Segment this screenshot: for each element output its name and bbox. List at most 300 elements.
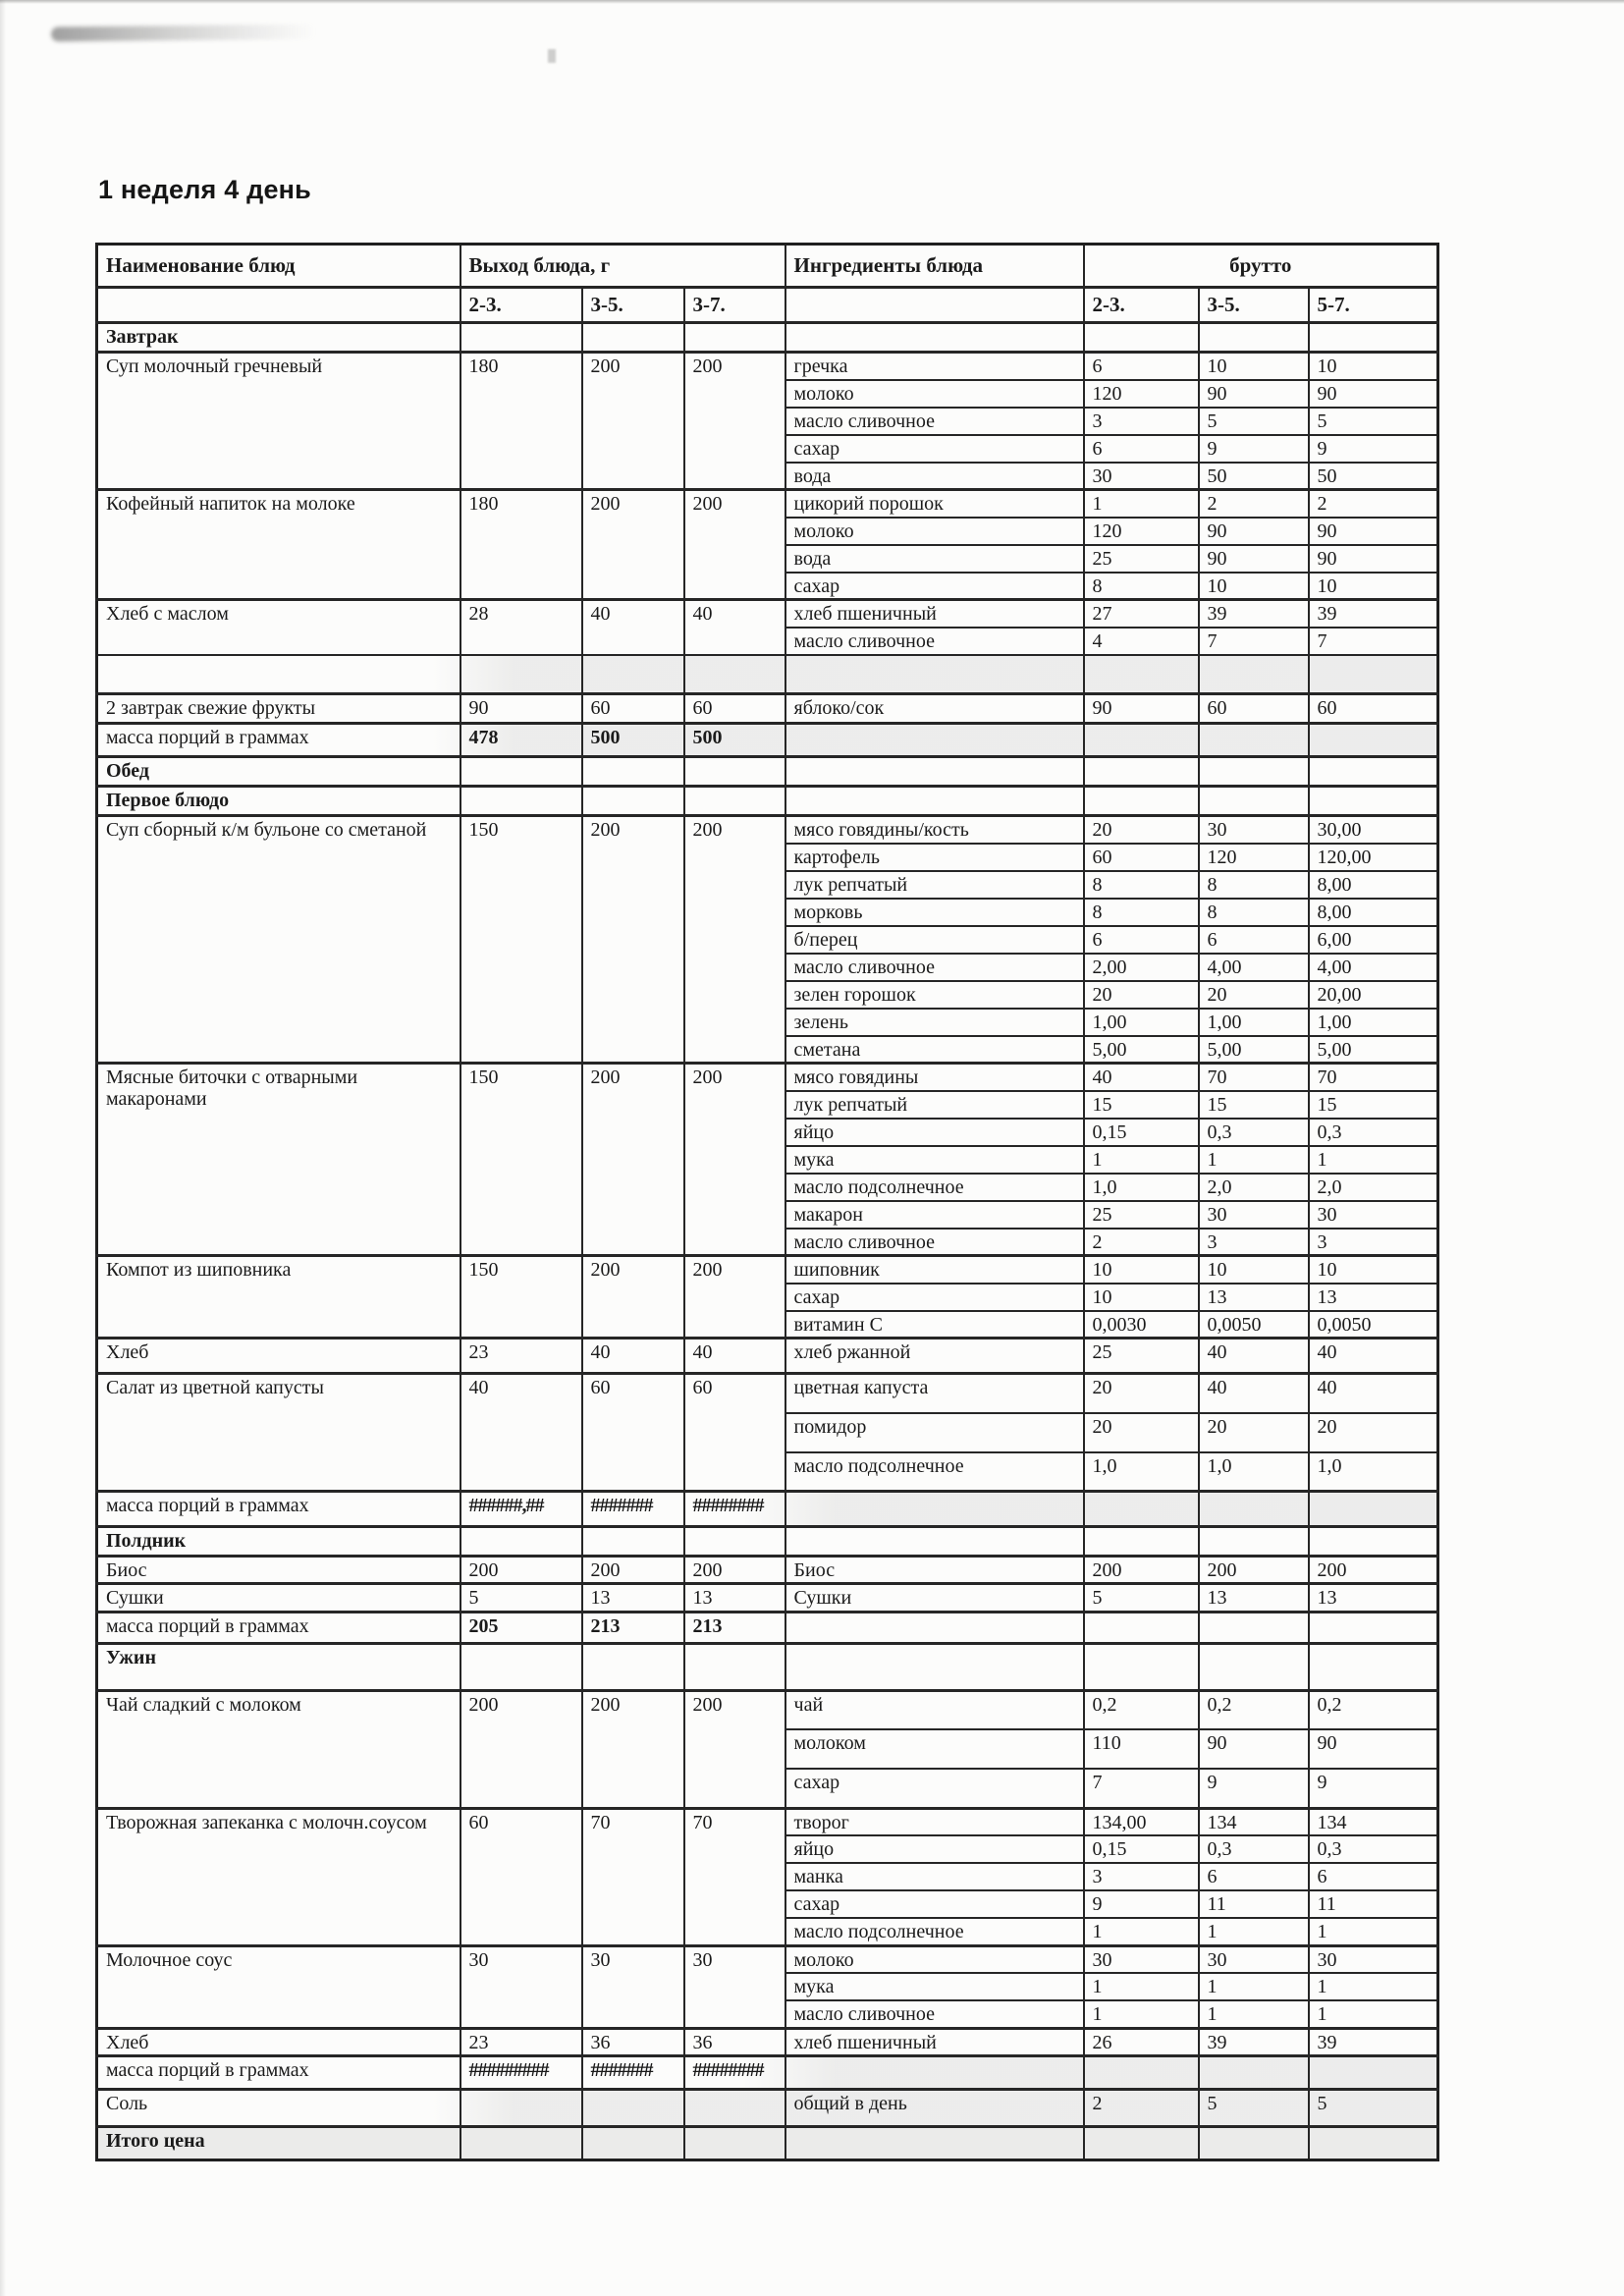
header-output: Выход блюда, г <box>460 245 785 288</box>
brutto-value-cell: 1 <box>1084 490 1199 518</box>
empty-cell <box>1199 655 1309 694</box>
brutto-value-cell: 11 <box>1309 1890 1438 1918</box>
output-value-cell: 200 <box>684 490 785 600</box>
output-value-cell: 150 <box>460 816 582 1064</box>
brutto-value-cell: 1,0 <box>1199 1452 1309 1492</box>
empty-cell <box>582 757 684 787</box>
brutto-value-cell: 10 <box>1199 1256 1309 1284</box>
dish-row <box>97 1808 1438 1835</box>
ingredient-name-cell: молоко <box>785 1945 1084 1973</box>
portion-mass-row <box>97 1492 1438 1527</box>
brutto-value-cell: 200 <box>1084 1557 1199 1584</box>
output-value-cell: 200 <box>582 1064 684 1256</box>
empty-cell <box>684 2090 785 2127</box>
empty-cell <box>1084 724 1199 757</box>
output-value-cell: 200 <box>684 1557 785 1584</box>
brutto-value-cell: 6 <box>1084 435 1199 463</box>
brutto-value-cell: 4 <box>1084 628 1199 655</box>
empty-cell <box>460 1527 582 1557</box>
brutto-value-cell: 1 <box>1199 1146 1309 1174</box>
brutto-value-cell: 10 <box>1084 1284 1199 1311</box>
empty-cell <box>1309 1643 1438 1690</box>
brutto-value-cell: 5 <box>1084 1584 1199 1612</box>
brutto-value-cell: 1,00 <box>1199 1009 1309 1036</box>
page-title: 1 неделя 4 день <box>98 175 311 204</box>
ingredient-name-cell: помидор <box>785 1413 1084 1452</box>
brutto-value-cell: 1,00 <box>1309 1009 1438 1036</box>
section-row <box>97 323 1438 353</box>
section-label: Ужин <box>97 1643 460 1690</box>
empty-cell <box>460 787 582 816</box>
header-dish-name: Наименование блюд <box>97 245 460 288</box>
brutto-value-cell: 70 <box>1309 1064 1438 1091</box>
ingredient-name-cell: морковь <box>785 899 1084 926</box>
empty-cell <box>1084 1643 1199 1690</box>
brutto-value-cell: 0,3 <box>1199 1119 1309 1146</box>
output-value-cell: 150 <box>460 1256 582 1339</box>
output-value-cell: 200 <box>684 353 785 490</box>
empty-cell <box>684 787 785 816</box>
brutto-value-cell: 8 <box>1084 899 1199 926</box>
brutto-value-cell: 2,0 <box>1309 1174 1438 1201</box>
output-value-cell: 13 <box>582 1584 684 1612</box>
dish-name-cell: Компот из шиповника <box>97 1256 460 1339</box>
empty-cell <box>684 323 785 353</box>
brutto-value-cell: 1 <box>1199 1918 1309 1945</box>
brutto-value-cell: 1 <box>1084 1146 1199 1174</box>
brutto-value-cell: 2 <box>1309 490 1438 518</box>
ingredient-name-cell: витамин С <box>785 1311 1084 1339</box>
brutto-value-cell: 20 <box>1084 1413 1199 1452</box>
brutto-value-cell: 1 <box>1084 1973 1199 2000</box>
brutto-value-cell: 90 <box>1199 380 1309 408</box>
menu-table <box>95 243 1439 2161</box>
brutto-value-cell: 1,00 <box>1084 1009 1199 1036</box>
empty-cell <box>684 1643 785 1690</box>
header-output-age-3: 3-7. <box>684 288 785 323</box>
brutto-value-cell: 3 <box>1084 1863 1199 1890</box>
brutto-value-cell: 0,15 <box>1084 1835 1199 1863</box>
ingredient-name-cell: хлеб ржанной <box>785 1339 1084 1374</box>
brutto-value-cell: 50 <box>1309 463 1438 490</box>
header-brutto-age-1: 2-3. <box>1084 288 1199 323</box>
empty-cell <box>582 655 684 694</box>
dish-name-cell: Хлеб <box>97 1339 460 1374</box>
ingredient-name-cell: яйцо <box>785 1119 1084 1146</box>
ingredient-name-cell: мука <box>785 1973 1084 2000</box>
empty-cell <box>1309 757 1438 787</box>
empty-cell <box>1084 323 1199 353</box>
empty-cell <box>460 655 582 694</box>
ingredient-name-cell: макарон <box>785 1201 1084 1229</box>
brutto-value-cell: 15 <box>1309 1091 1438 1119</box>
header-brutto-age-2: 3-5. <box>1199 288 1309 323</box>
empty-cell <box>1309 655 1438 694</box>
header-ingredients: Ингредиенты блюда <box>785 245 1084 288</box>
ingredient-name-cell: молоко <box>785 518 1084 545</box>
output-value-cell: 200 <box>582 353 684 490</box>
empty-cell <box>684 655 785 694</box>
brutto-value-cell: 9 <box>1309 1769 1438 1808</box>
brutto-value-cell: 0,0030 <box>1084 1311 1199 1339</box>
empty-cell <box>1309 2056 1438 2090</box>
brutto-value-cell: 40 <box>1199 1374 1309 1413</box>
brutto-value-cell: 25 <box>1084 545 1199 573</box>
empty-cell <box>785 1643 1084 1690</box>
empty-cell <box>582 2090 684 2127</box>
output-value-cell: 13 <box>684 1584 785 1612</box>
ingredient-name-cell: цикорий порошок <box>785 490 1084 518</box>
brutto-value-cell: 39 <box>1309 600 1438 628</box>
brutto-value-cell: 6 <box>1199 1863 1309 1890</box>
brutto-value-cell: 1 <box>1199 2000 1309 2028</box>
empty-cell <box>460 1643 582 1690</box>
brutto-value-cell: 9 <box>1084 1890 1199 1918</box>
ingredient-name-cell: мука <box>785 1146 1084 1174</box>
brutto-value-cell: 6,00 <box>1309 926 1438 954</box>
ingredient-name-cell: вода <box>785 545 1084 573</box>
output-value-cell: 200 <box>582 816 684 1064</box>
brutto-value-cell: 9 <box>1309 435 1438 463</box>
output-value-cell: 60 <box>582 694 684 724</box>
empty-cell <box>785 724 1084 757</box>
ingredient-name-cell: мясо говядины/кость <box>785 816 1084 844</box>
header-row-2 <box>97 288 1438 323</box>
brutto-value-cell: 1 <box>1309 2000 1438 2028</box>
output-value-cell: 200 <box>460 1557 582 1584</box>
brutto-value-cell: 20,00 <box>1309 981 1438 1009</box>
dish-name-cell: Мясные биточки с отварными макаронами <box>97 1064 460 1256</box>
output-value-cell: 40 <box>684 1339 785 1374</box>
output-value-cell: 200 <box>684 1690 785 1808</box>
overflow-hash-cell: ####### <box>582 2056 684 2090</box>
empty-cell <box>684 1527 785 1557</box>
ingredient-name-cell: творог <box>785 1808 1084 1835</box>
output-value-cell: 200 <box>582 1256 684 1339</box>
brutto-value-cell: 30,00 <box>1309 816 1438 844</box>
brutto-value-cell: 0,3 <box>1199 1835 1309 1863</box>
empty-cell <box>460 2127 582 2160</box>
brutto-value-cell: 1 <box>1309 1973 1438 2000</box>
output-value-cell: 5 <box>460 1584 582 1612</box>
empty-cell <box>785 1492 1084 1527</box>
output-value-cell: 180 <box>460 490 582 600</box>
brutto-value-cell: 60 <box>1084 844 1199 871</box>
brutto-value-cell: 10 <box>1309 353 1438 380</box>
header-row-1 <box>97 245 1438 288</box>
brutto-value-cell: 1,0 <box>1084 1174 1199 1201</box>
output-value-cell: 200 <box>582 490 684 600</box>
ingredient-name-cell: цветная капуста <box>785 1374 1084 1413</box>
section-row <box>97 787 1438 816</box>
ingredient-name-cell: яблоко/сок <box>785 694 1084 724</box>
brutto-value-cell: 20 <box>1309 1413 1438 1452</box>
brutto-value-cell: 120 <box>1084 518 1199 545</box>
brutto-value-cell: 39 <box>1309 2028 1438 2055</box>
blank-row <box>97 655 1438 694</box>
dish-row <box>97 1945 1438 1973</box>
brutto-value-cell: 200 <box>1199 1557 1309 1584</box>
brutto-value-cell: 27 <box>1084 600 1199 628</box>
dish-name-cell: Творожная запеканка с молочн.соусом <box>97 1808 460 1945</box>
brutto-value-cell: 30 <box>1084 463 1199 490</box>
dish-name-cell: Салат из цветной капусты <box>97 1374 460 1492</box>
scan-edge-shadow <box>0 0 6 2296</box>
total-price-row <box>97 2127 1438 2160</box>
scan-smudge-artifact <box>51 25 316 42</box>
empty-cell <box>582 323 684 353</box>
dish-name-cell: Хлеб <box>97 2028 460 2055</box>
brutto-value-cell: 20 <box>1084 816 1199 844</box>
brutto-value-cell: 0,15 <box>1084 1119 1199 1146</box>
ingredient-name-cell: картофель <box>785 844 1084 871</box>
empty-cell <box>785 2127 1084 2160</box>
brutto-value-cell: 110 <box>1084 1729 1199 1769</box>
output-value-cell: 200 <box>684 816 785 1064</box>
brutto-value-cell: 0,0050 <box>1199 1311 1309 1339</box>
portion-mass-row <box>97 1612 1438 1643</box>
dish-row <box>97 1557 1438 1584</box>
section-label: Завтрак <box>97 323 460 353</box>
brutto-value-cell: 20 <box>1199 981 1309 1009</box>
empty-cell <box>1199 787 1309 816</box>
dish-name-cell: Молочное соус <box>97 1945 460 2028</box>
salt-row <box>97 2090 1438 2127</box>
brutto-value-cell: 4,00 <box>1309 954 1438 981</box>
brutto-value-cell: 1,0 <box>1309 1452 1438 1492</box>
empty-cell <box>1309 2127 1438 2160</box>
overflow-hash-cell: ######## <box>684 2056 785 2090</box>
ingredient-name-cell: сахар <box>785 1769 1084 1808</box>
output-value-cell: 200 <box>460 1690 582 1808</box>
brutto-value-cell: 39 <box>1199 2028 1309 2055</box>
portion-mass-value: 500 <box>582 724 684 757</box>
brutto-value-cell: 25 <box>1084 1201 1199 1229</box>
empty-cell <box>1084 757 1199 787</box>
empty-cell <box>1309 724 1438 757</box>
brutto-value-cell: 40 <box>1309 1374 1438 1413</box>
brutto-value-cell: 30 <box>1084 1945 1199 1973</box>
brutto-value-cell: 1,0 <box>1084 1452 1199 1492</box>
brutto-value-cell: 7 <box>1084 1769 1199 1808</box>
portion-mass-row <box>97 2056 1438 2090</box>
empty-cell <box>1309 323 1438 353</box>
brutto-value-cell: 10 <box>1199 353 1309 380</box>
ingredient-name-cell: вода <box>785 463 1084 490</box>
brutto-value-cell: 5,00 <box>1084 1036 1199 1064</box>
empty-cell <box>1084 1612 1199 1643</box>
empty-cell <box>97 655 460 694</box>
empty-cell <box>785 323 1084 353</box>
empty-cell <box>1084 655 1199 694</box>
brutto-value-cell: 90 <box>1309 1729 1438 1769</box>
ingredient-name-cell: масло сливочное <box>785 2000 1084 2028</box>
empty-cell <box>460 2090 582 2127</box>
header-empty-ingredients <box>785 288 1084 323</box>
brutto-value-cell: 1 <box>1309 1146 1438 1174</box>
brutto-value-cell: 2 <box>1084 1229 1199 1256</box>
empty-cell <box>1309 1492 1438 1527</box>
brutto-value-cell: 2,00 <box>1084 954 1199 981</box>
dish-name-cell: Кофейный напиток на молоке <box>97 490 460 600</box>
empty-cell <box>582 1643 684 1690</box>
output-value-cell: 70 <box>582 1808 684 1945</box>
portion-mass-value: 205 <box>460 1612 582 1643</box>
brutto-value-cell: 90 <box>1199 1729 1309 1769</box>
dish-name-cell: Сушки <box>97 1584 460 1612</box>
brutto-value-cell: 4,00 <box>1199 954 1309 981</box>
empty-cell <box>1309 1527 1438 1557</box>
ingredient-name-cell: хлеб пшеничный <box>785 2028 1084 2055</box>
brutto-value-cell: 0,2 <box>1084 1690 1199 1729</box>
brutto-value-cell: 5,00 <box>1199 1036 1309 1064</box>
empty-cell <box>1199 2127 1309 2160</box>
brutto-value-cell: 39 <box>1199 600 1309 628</box>
dish-row <box>97 600 1438 628</box>
brutto-value-cell: 1 <box>1084 1918 1199 1945</box>
brutto-value-cell: 10 <box>1199 573 1309 600</box>
brutto-value-cell: 6 <box>1084 926 1199 954</box>
header-output-age-1: 2-3. <box>460 288 582 323</box>
portion-mass-label: масса порций в граммах <box>97 1492 460 1527</box>
empty-cell <box>1309 1612 1438 1643</box>
brutto-value-cell: 40 <box>1199 1339 1309 1374</box>
empty-cell <box>1084 2127 1199 2160</box>
brutto-value-cell: 10 <box>1309 1256 1438 1284</box>
portion-mass-value: 213 <box>582 1612 684 1643</box>
empty-cell <box>785 757 1084 787</box>
salt-label: Соль <box>97 2090 460 2127</box>
brutto-value-cell: 1 <box>1199 1973 1309 2000</box>
empty-cell <box>582 2127 684 2160</box>
brutto-value-cell: 90 <box>1309 545 1438 573</box>
dish-row <box>97 1690 1438 1729</box>
dish-row <box>97 1584 1438 1612</box>
brutto-value-cell: 20 <box>1084 1374 1199 1413</box>
brutto-value-cell: 0,0050 <box>1309 1311 1438 1339</box>
brutto-value-cell: 30 <box>1199 816 1309 844</box>
brutto-value-cell: 5 <box>1199 2090 1309 2127</box>
brutto-value-cell: 134 <box>1309 1808 1438 1835</box>
output-value-cell: 60 <box>582 1374 684 1492</box>
empty-cell <box>1084 1527 1199 1557</box>
ingredient-name-cell: масло сливочное <box>785 628 1084 655</box>
brutto-value-cell: 8 <box>1199 899 1309 926</box>
ingredient-name-cell: молоком <box>785 1729 1084 1769</box>
portion-mass-label: масса порций в граммах <box>97 2056 460 2090</box>
output-value-cell: 23 <box>460 2028 582 2055</box>
brutto-value-cell: 25 <box>1084 1339 1199 1374</box>
brutto-value-cell: 90 <box>1199 545 1309 573</box>
output-value-cell: 180 <box>460 353 582 490</box>
overflow-hash-cell: ######## <box>684 1492 785 1527</box>
section-row <box>97 1527 1438 1557</box>
ingredient-name-cell: сахар <box>785 573 1084 600</box>
dish-row <box>97 353 1438 380</box>
output-value-cell: 36 <box>684 2028 785 2055</box>
brutto-value-cell: 0,3 <box>1309 1835 1438 1863</box>
ingredient-name-cell: чай <box>785 1690 1084 1729</box>
section-row <box>97 757 1438 787</box>
ingredient-name-cell: Биос <box>785 1557 1084 1584</box>
brutto-value-cell: 13 <box>1199 1584 1309 1612</box>
header-brutto-age-3: 5-7. <box>1309 288 1438 323</box>
output-value-cell: 23 <box>460 1339 582 1374</box>
portion-mass-row <box>97 724 1438 757</box>
ingredient-name-cell: сметана <box>785 1036 1084 1064</box>
ingredient-name-cell: шиповник <box>785 1256 1084 1284</box>
dish-name-cell: 2 завтрак свежие фрукты <box>97 694 460 724</box>
brutto-value-cell: 8 <box>1084 871 1199 899</box>
brutto-value-cell: 90 <box>1309 380 1438 408</box>
portion-mass-value: 500 <box>684 724 785 757</box>
ingredient-name-cell: масло подсолнечное <box>785 1918 1084 1945</box>
brutto-value-cell: 13 <box>1199 1284 1309 1311</box>
ingredient-name-cell: Сушки <box>785 1584 1084 1612</box>
empty-cell <box>785 2056 1084 2090</box>
empty-cell <box>460 323 582 353</box>
brutto-value-cell: 11 <box>1199 1890 1309 1918</box>
brutto-value-cell: 7 <box>1309 628 1438 655</box>
empty-cell <box>1199 757 1309 787</box>
empty-cell <box>582 787 684 816</box>
ingredient-name-cell: мясо говядины <box>785 1064 1084 1091</box>
brutto-value-cell: 7 <box>1199 628 1309 655</box>
ingredient-name-cell: хлеб пшеничный <box>785 600 1084 628</box>
portion-mass-label: масса порций в граммах <box>97 724 460 757</box>
ingredient-name-cell: манка <box>785 1863 1084 1890</box>
brutto-value-cell: 0,2 <box>1309 1690 1438 1729</box>
brutto-value-cell: 134 <box>1199 1808 1309 1835</box>
brutto-value-cell: 120 <box>1199 844 1309 871</box>
ingredient-name-cell: молоко <box>785 380 1084 408</box>
brutto-value-cell: 2 <box>1199 490 1309 518</box>
output-value-cell: 40 <box>582 600 684 655</box>
dish-row <box>97 816 1438 844</box>
empty-cell <box>582 1527 684 1557</box>
empty-cell <box>1199 1527 1309 1557</box>
brutto-value-cell: 0,3 <box>1309 1119 1438 1146</box>
brutto-value-cell: 13 <box>1309 1284 1438 1311</box>
brutto-value-cell: 120 <box>1084 380 1199 408</box>
output-value-cell: 40 <box>684 600 785 655</box>
brutto-value-cell: 9 <box>1199 1769 1309 1808</box>
output-value-cell: 70 <box>684 1808 785 1945</box>
ingredient-name-cell: сахар <box>785 435 1084 463</box>
brutto-value-cell: 90 <box>1309 518 1438 545</box>
ingredient-name-cell: лук репчатый <box>785 1091 1084 1119</box>
brutto-value-cell: 3 <box>1084 408 1199 435</box>
empty-cell <box>1084 2056 1199 2090</box>
brutto-value-cell: 6 <box>1084 353 1199 380</box>
output-value-cell: 150 <box>460 1064 582 1256</box>
dish-name-cell: Суп сборный к/м бульоне со сметаной <box>97 816 460 1064</box>
brutto-value-cell: 30 <box>1199 1201 1309 1229</box>
brutto-value-cell: 3 <box>1199 1229 1309 1256</box>
brutto-value-cell: 120,00 <box>1309 844 1438 871</box>
ingredient-name-cell: зелень <box>785 1009 1084 1036</box>
header-output-age-2: 3-5. <box>582 288 684 323</box>
ingredient-name-cell: сахар <box>785 1284 1084 1311</box>
brutto-value-cell: 40 <box>1084 1064 1199 1091</box>
output-value-cell: 30 <box>684 1945 785 2028</box>
scan-edge-artifact <box>0 0 1624 4</box>
dish-name-cell: Биос <box>97 1557 460 1584</box>
brutto-value-cell: 2,0 <box>1199 1174 1309 1201</box>
brutto-value-cell: 0,2 <box>1199 1690 1309 1729</box>
dish-row <box>97 1064 1438 1091</box>
output-value-cell: 200 <box>582 1557 684 1584</box>
